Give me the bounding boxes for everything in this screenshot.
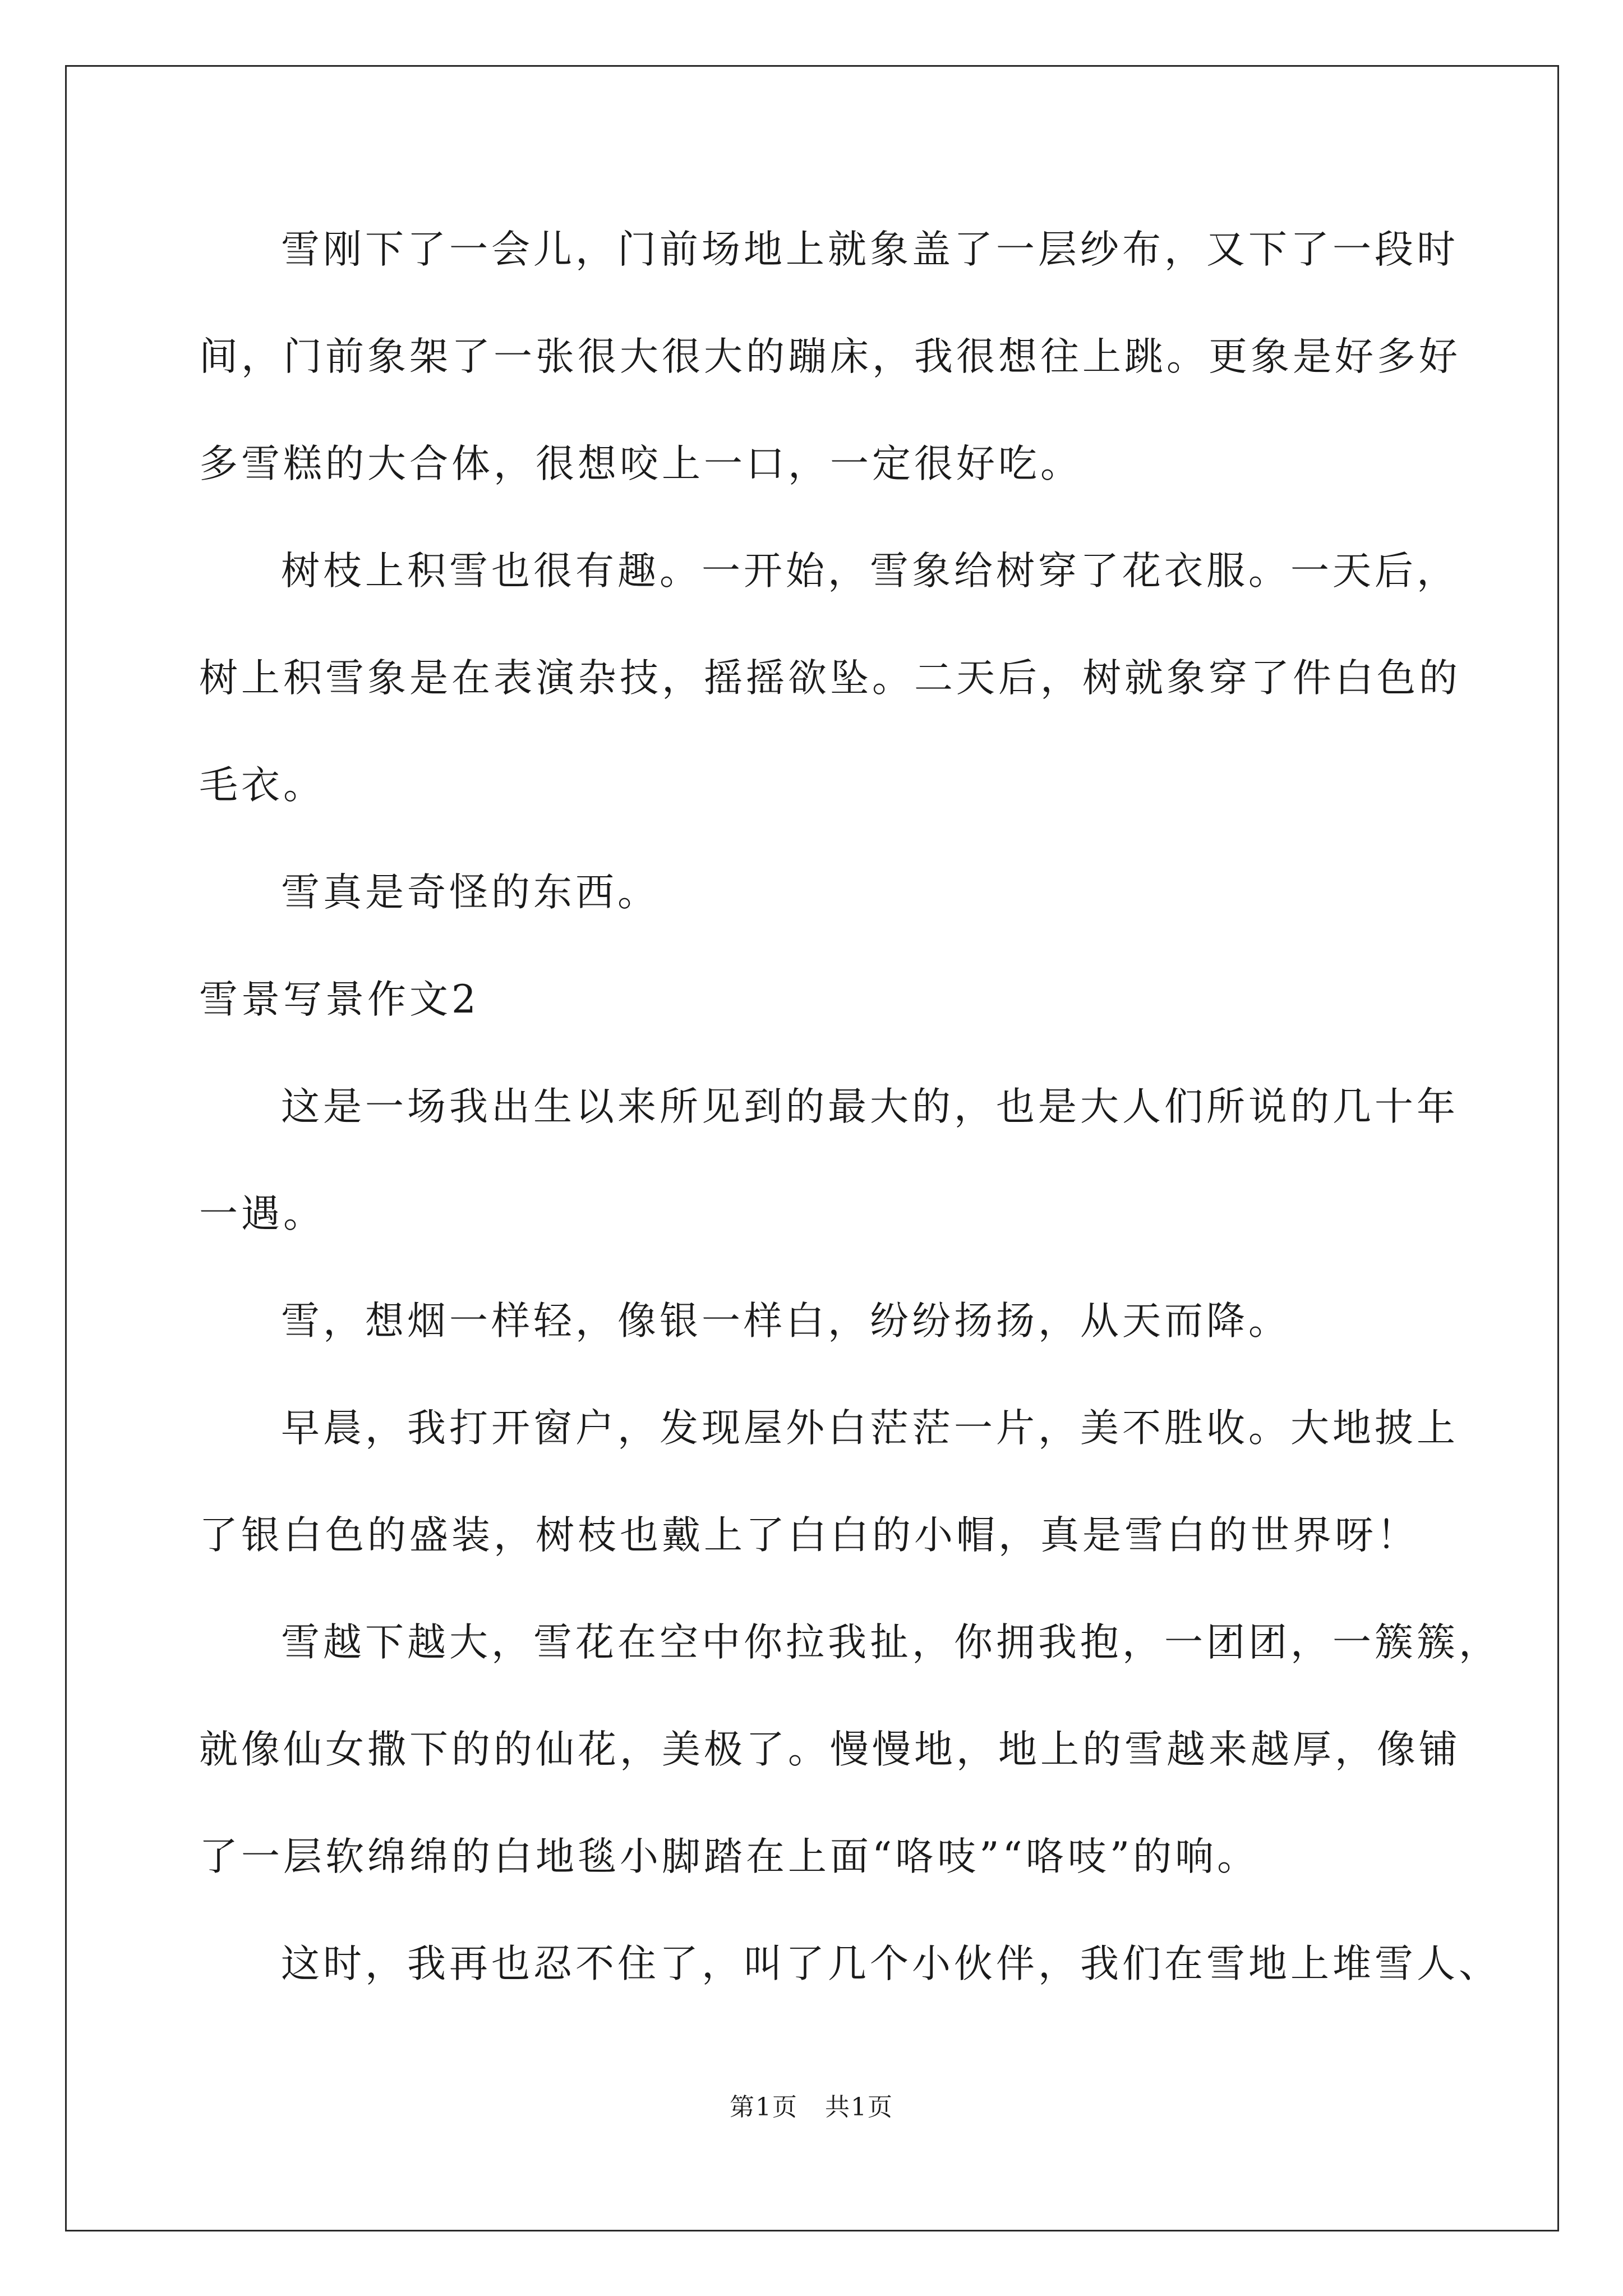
- text-line: 毛衣。: [199, 763, 325, 808]
- text-line: 一遇。: [199, 1191, 325, 1236]
- document-body: [199, 213, 1501, 2035]
- text-line: 了银白色的盛装，树枝也戴上了白白的小帽，真是雪白的世界呀！: [199, 1513, 1419, 1558]
- text-line: 这时，我再也忍不住了，叫了几个小伙伴，我们在雪地上堆雪人、: [281, 1941, 1501, 1986]
- page-footer: 第1页 共1页: [730, 2093, 893, 2122]
- text-line: 树上积雪象是在表演杂技，摇摇欲坠。二天后，树就象穿了件白色的: [199, 656, 1461, 701]
- section-heading: 雪景写景作文2: [199, 977, 479, 1022]
- text-line: 了一层软绵绵的白地毯小脚踏在上面“咯吱”“咯吱”的响。: [199, 1834, 1260, 1879]
- text-line: 雪真是奇怪的东西。: [281, 870, 660, 915]
- text-line: 早晨，我打开窗户，发现屋外白茫茫一片，美不胜收。大地披上: [281, 1406, 1459, 1451]
- text-line: 雪刚下了一会儿，门前场地上就象盖了一层纱布，又下了一段时: [281, 227, 1459, 272]
- text-line: 间，门前象架了一张很大很大的蹦床，我很想往上跳。更象是好多好: [199, 334, 1461, 379]
- text-line: 就像仙女撒下的的仙花，美极了。慢慢地，地上的雪越来越厚，像铺: [199, 1727, 1461, 1772]
- text-line: 雪，想烟一样轻，像银一样白，纷纷扬扬，从天而降。: [281, 1299, 1290, 1343]
- text-line: 树枝上积雪也很有趣。一开始，雪象给树穿了花衣服。一天后，: [281, 549, 1459, 593]
- text-line: 雪越下越大，雪花在空中你拉我扯，你拥我抱，一团团，一簇簇，: [281, 1620, 1501, 1665]
- text-line: 这是一场我出生以来所见到的最大的，也是大人们所说的几十年: [281, 1084, 1459, 1129]
- text-line: 多雪糕的大合体，很想咬上一口，一定很好吃。: [199, 441, 1082, 486]
